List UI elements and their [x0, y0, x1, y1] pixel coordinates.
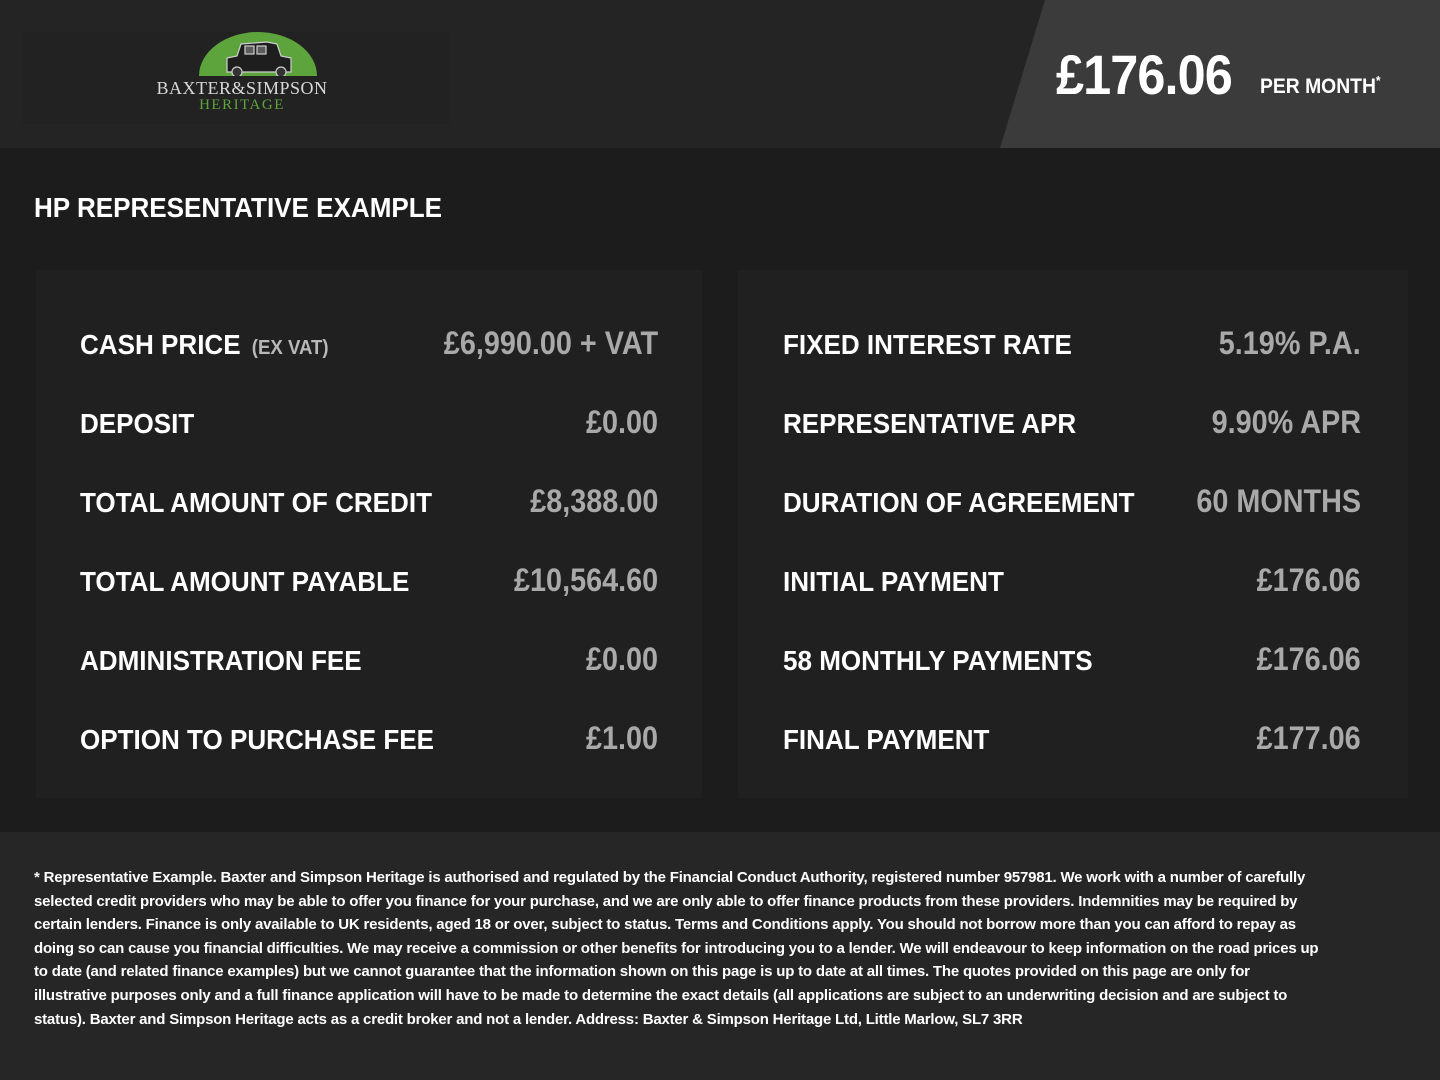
row-label: DURATION OF AGREEMENT — [783, 487, 1135, 518]
ex-vat-note: (EX VAT) — [251, 337, 329, 359]
row-value: 5.19% P.A. — [1219, 325, 1361, 361]
row-option-fee — [80, 715, 658, 765]
row-value: £10,564.60 — [513, 562, 658, 598]
row-label: TOTAL AMOUNT PAYABLE — [80, 566, 410, 597]
row-value: £0.00 — [585, 404, 658, 440]
brand-logo[interactable] — [22, 32, 450, 124]
per-month-text: PER MONTH — [1260, 75, 1376, 98]
asterisk: * — [1375, 73, 1381, 88]
row-label: TOTAL AMOUNT OF CREDIT — [80, 487, 433, 518]
row-cash-price — [80, 320, 658, 370]
row-final-payment — [783, 715, 1361, 765]
row-label: 58 MONTHLY PAYMENTS — [783, 645, 1093, 676]
row-total-credit — [80, 478, 658, 528]
row-value: £176.06 — [1256, 641, 1361, 677]
row-total-payable — [80, 557, 658, 607]
row-label — [80, 320, 329, 373]
brand-name: BAXTER&SIMPSON — [156, 78, 328, 98]
row-label: ADMINISTRATION FEE — [80, 645, 362, 676]
row-admin-fee — [80, 636, 658, 686]
row-label: FIXED INTEREST RATE — [783, 329, 1072, 360]
row-duration — [783, 478, 1361, 528]
disclaimer-text: * Representative Example. Baxter and Simpson Heritage is authorised and regulated by the Financial Conduct Authority, registered number 957981. We work with a number of carefully selected credit providers who may be able to offer you finance for your purchase, and we are only able to offer finance products from these providers. Indemnities may be required by certain lenders. Finance is only available to UK residents, aged 18 or over, subject to status. Terms and Conditions apply. You should not borrow more than you can afford to repay as doing so can cause you financial difficulties. We may receive a commission or other benefits for introducing you to a lender. We will endeavour to keep information on the road prices up to date (and related finance examples) but we cannot guarantee that the information shown on this page is up to date at all times. The quotes provided on this page are only for illustrative purposes only and a full finance application will have to be made to determine the exact details (all applications are subject to an underwriting decision and are subject to status). Baxter and Simpson Heritage acts as a credit broker and not a lender. Address: Baxter & Simpson Heritage Ltd, Little Marlow, SL7 3RR — [34, 869, 1319, 1028]
row-value: £1.00 — [585, 720, 658, 756]
car-logo-icon — [197, 32, 319, 76]
row-value: £6,990.00 + VAT — [443, 325, 658, 361]
finance-panel-right — [738, 270, 1408, 798]
row-label: OPTION TO PURCHASE FEE — [80, 724, 434, 755]
section-title: HP REPRESENTATIVE EXAMPLE — [34, 192, 443, 223]
row-value: £176.06 — [1256, 562, 1361, 598]
row-value: £0.00 — [585, 641, 658, 677]
row-value: 60 MONTHS — [1196, 483, 1361, 519]
row-interest-rate — [783, 320, 1361, 370]
label-text: CASH PRICE — [80, 329, 241, 360]
per-month-label — [1260, 74, 1381, 100]
brand-subtitle: HERITAGE — [199, 97, 285, 113]
row-label: REPRESENTATIVE APR — [783, 408, 1077, 439]
monthly-price: £176.06 — [1056, 43, 1232, 106]
row-value: £8,388.00 — [529, 483, 658, 519]
row-deposit — [80, 399, 658, 449]
row-value: 9.90% APR — [1211, 404, 1361, 440]
row-value: £177.06 — [1256, 720, 1361, 756]
row-monthly-payments — [783, 636, 1361, 686]
row-label: DEPOSIT — [80, 408, 195, 439]
row-label: INITIAL PAYMENT — [783, 566, 1004, 597]
header-bar — [0, 0, 1440, 148]
row-initial-payment — [783, 557, 1361, 607]
row-apr — [783, 399, 1361, 449]
row-label: FINAL PAYMENT — [783, 724, 990, 755]
finance-panel-left — [36, 270, 702, 798]
